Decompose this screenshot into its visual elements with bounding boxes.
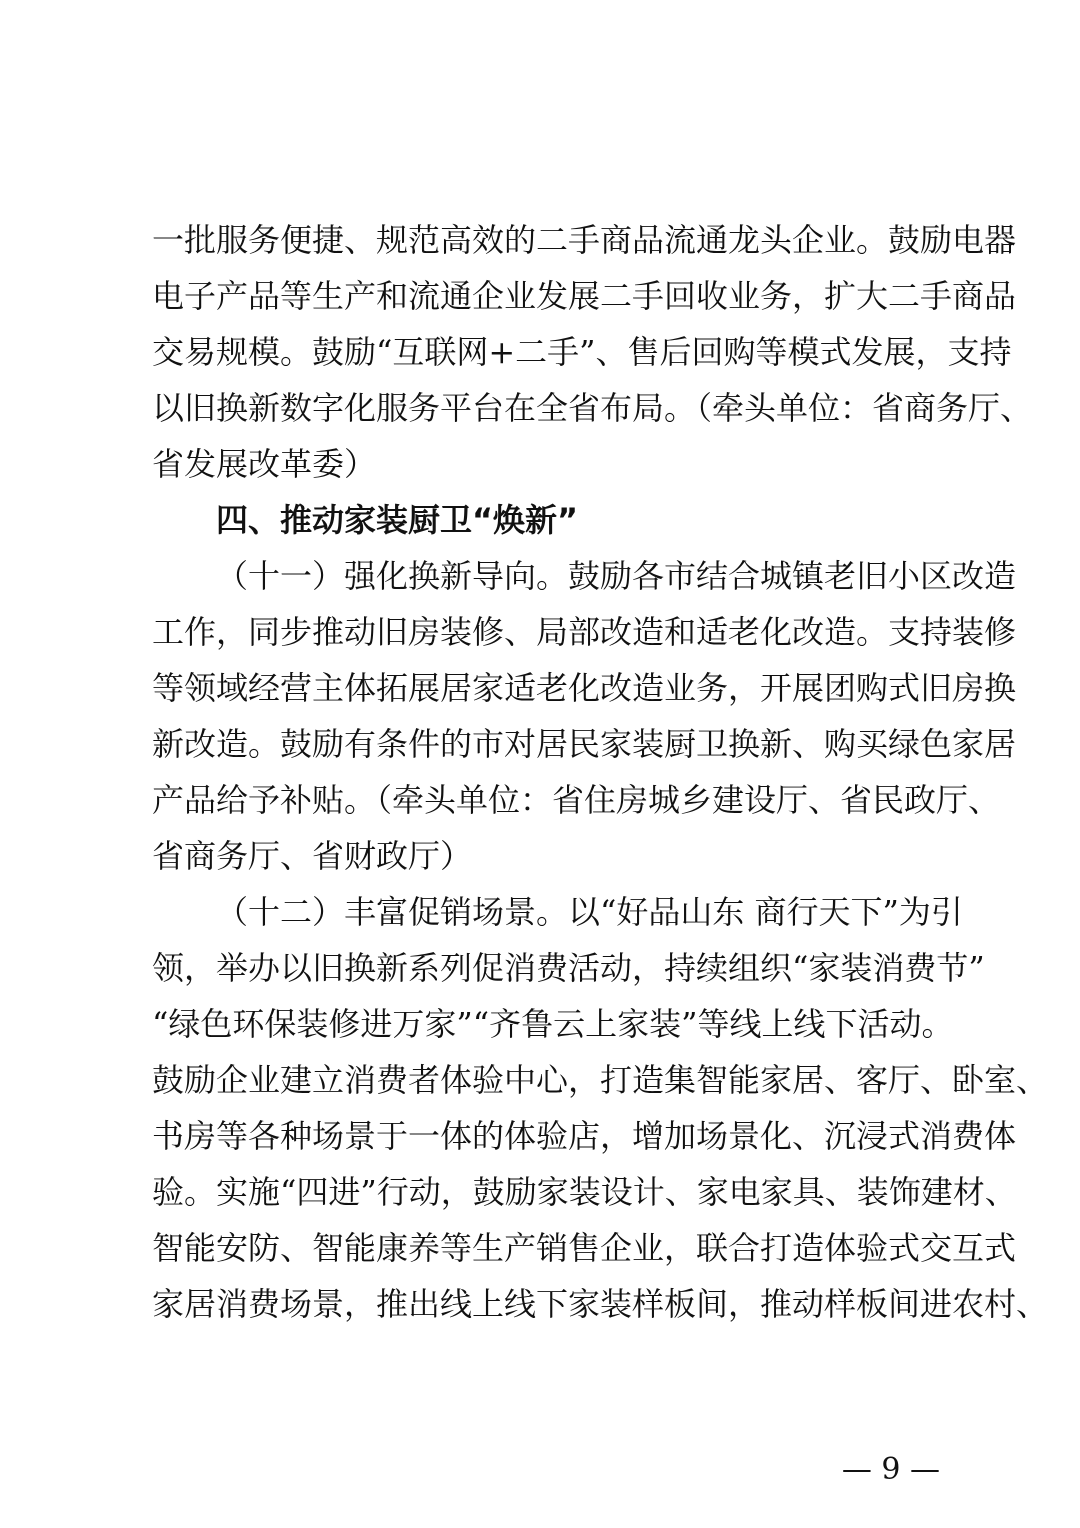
paragraph-line: 交易规模。鼓励“互联网+二手”、售后回购等模式发展，支持: [152, 333, 1012, 371]
paragraph-line: 新改造。鼓励有条件的市对居民家装厨卫换新、购买绿色家居: [152, 725, 1017, 763]
paragraph-line: 鼓励企业建立消费者体验中心，打造集智能家居、客厅、卧室、: [152, 1061, 1049, 1099]
paragraph-line: 领，举办以旧换新系列促消费活动，持续组织“家装消费节”: [152, 949, 985, 987]
paragraph-line: 工作，同步推动旧房装修、局部改造和适老化改造。支持装修: [152, 613, 1017, 651]
paragraph-line: “绿色环保装修进万家”“齐鲁云上家装”等线上线下活动。: [152, 1005, 954, 1043]
document-body: [152, 212, 1049, 1332]
paragraph-line: 智能安防、智能康养等生产销售企业，联合打造体验式交互式: [152, 1229, 1017, 1267]
paragraph-line: 家居消费场景，推出线上线下家装样板间，推动样板间进农村、: [152, 1285, 1049, 1323]
paragraph-line: （十二）丰富促销场景。以“好品山东 商行天下”为引: [216, 893, 963, 931]
paragraph-line: 省商务厅、省财政厅）: [152, 837, 473, 875]
page-number: — 9 —: [841, 1452, 940, 1487]
paragraph-line: （十一）强化换新导向。鼓励各市结合城镇老旧小区改造: [216, 557, 1017, 595]
paragraph-line: 以旧换新数字化服务平台在全省布局。（牵头单位：省商务厅、: [152, 389, 1033, 427]
paragraph-line: 电子产品等生产和流通企业发展二手回收业务，扩大二手商品: [152, 277, 1017, 315]
paragraph-line: 一批服务便捷、规范高效的二手商品流通龙头企业。鼓励电器: [152, 221, 1017, 259]
paragraph-line: 验。实施“四进”行动，鼓励家装设计、家电家具、装饰建材、: [152, 1173, 1017, 1211]
section-heading: 四、推动家装厨卫“焕新”: [216, 501, 579, 539]
paragraph-line: 书房等各种场景于一体的体验店，增加场景化、沉浸式消费体: [152, 1117, 1017, 1155]
paragraph-line: 等领域经营主体拓展居家适老化改造业务，开展团购式旧房换: [152, 669, 1017, 707]
paragraph-line: 省发展改革委）: [152, 445, 377, 483]
paragraph-line: 产品给予补贴。（牵头单位：省住房城乡建设厅、省民政厅、: [152, 781, 1001, 819]
